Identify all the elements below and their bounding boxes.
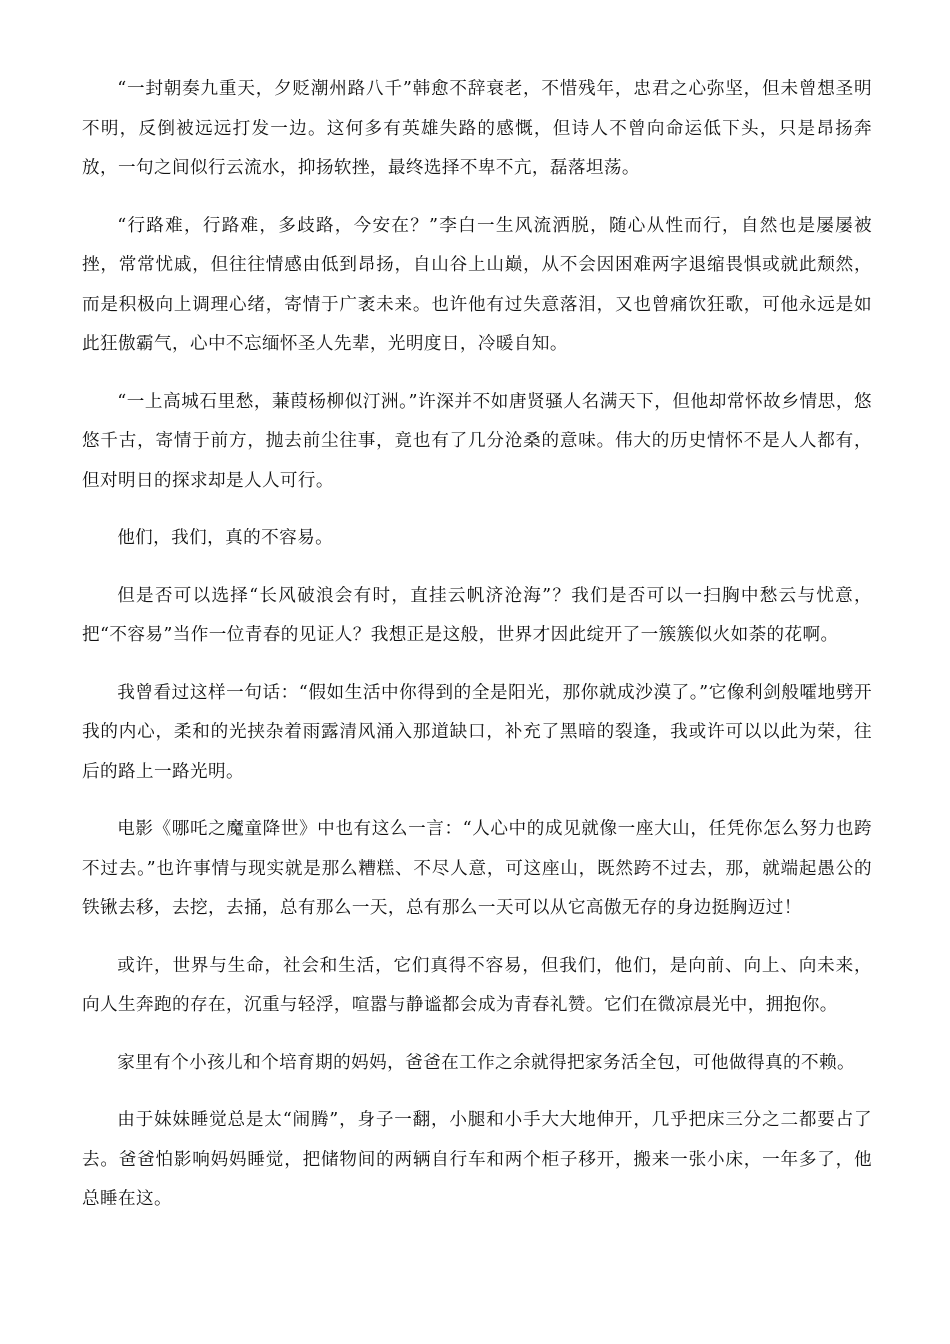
paragraph-3: “一上高城石里愁，蒹葭杨柳似汀洲。”许深并不如唐贤骚人名满天下，但他却常怀故乡情思，悠悠千古，寄情于前方，抛去前尘往事，竟也有了几分沧桑的意味。伟大的历史情怀不是人人都有，但对明日的探求却是人人可行。 xyxy=(82,391,872,491)
paragraph-4: 他们，我们，真的不容易。 xyxy=(117,528,334,548)
paragraph-9: 家里有个小孩儿和个培育期的妈妈，爸爸在工作之余就得把家务活全包，可他做得真的不赖。 xyxy=(117,1052,855,1073)
paragraph-7: 电影《哪吒之魔童降世》中也有这么一言：“人心中的成见就像一座大山，任凭你怎么努力也跨不过去。”也许事情与现实就是那么糟糕、不尽人意，可这座山，既然跨不过去，那，就端起愚公的铁锹去移，去挖，去捅，总有那么一天，总有那么一天可以从它高傲无存的身边挺胸迈过！ xyxy=(82,819,872,918)
paragraph-8: 或许，世界与生命，社会和生活，它们真得不容易，但我们，他们，是向前、向上、向未来，向人生奔跑的存在，沉重与轻浮，喧嚣与静谧都会成为青春礼赞。它们在微凉晨光中，拥抱你。 xyxy=(82,955,872,1015)
paragraph-1: “一封朝奏九重天，夕贬潮州路八千”韩愈不辞衰老，不惜残年，忠君之心弥坚，但未曾想圣明不明，反倒被远远打发一边。这何多有英雄失路的感慨，但诗人不曾向命运低下头，只是昂扬奔放，一句之间似行云流水，抑扬软挫，最终选择不卑不亢，磊落坦荡。 xyxy=(82,79,872,178)
paragraph-2: “行路难，行路难，多歧路，今安在？”李白一生风流洒脱，随心从性而行，自然也是屡屡被挫，常常忧戚，但往往情感由低到昂扬，自山谷上山巅，从不会因困难两字退缩畏惧或就此颓然，而是积极向上调理心绪，寄情于广袤未来。也许他有过失意落泪，又也曾痛饮狂歌，可他永远是如此狂傲霸气，心中不忘缅怀圣人先辈，光明度日，冷暖自知。 xyxy=(82,215,872,354)
document-page xyxy=(82,70,872,1238)
paragraph-6: 我曾看过这样一句话：“假如生活中你得到的全是阳光，那你就成沙漠了。”它像利剑般嚯地劈开我的内心，柔和的光挟杂着雨露清风涌入那道缺口，补充了黑暗的裂逢，我或许可以以此为荣，往后的路上一路光明。 xyxy=(82,682,872,782)
paragraph-10: 由于妹妹睡觉总是太“闹腾”，身子一翻，小腿和小手大大地伸开，几乎把床三分之二都要占了去。爸爸怕影响妈妈睡觉，把储物间的两辆自行车和两个柜子移开，搬来一张小床，一年多了，他总睡在这。 xyxy=(82,1110,872,1209)
paragraph-5: 但是否可以选择“长风破浪会有时，直挂云帆济沧海”？我们是否可以一扫胸中愁云与忧意，把“不容易”当作一位青春的见证人？我想正是这般，世界才因此绽开了一簇簇似火如荼的花啊。 xyxy=(82,585,872,645)
